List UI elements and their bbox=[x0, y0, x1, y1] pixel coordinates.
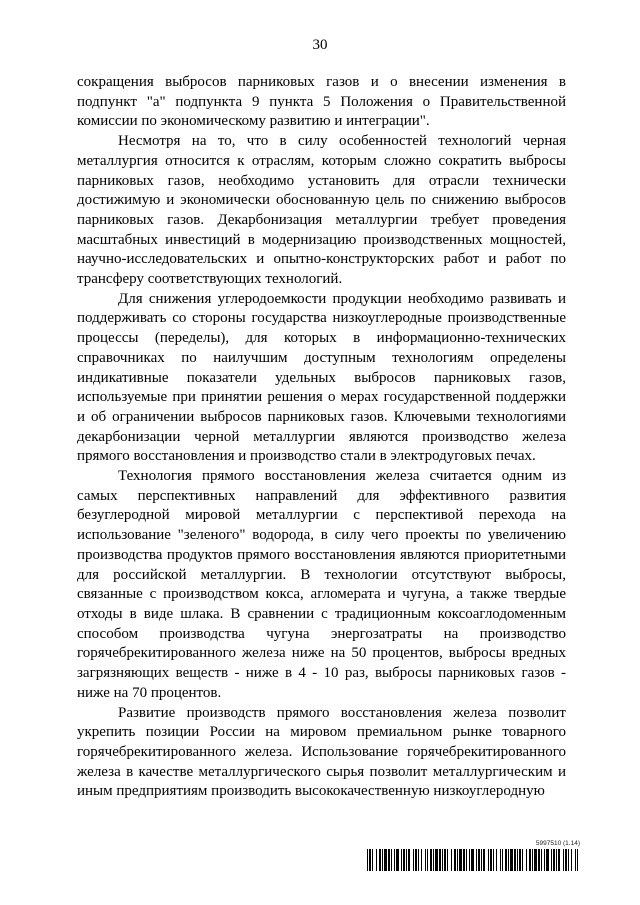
barcode-image bbox=[367, 849, 580, 871]
paragraph-1: сокращения выбросов парниковых газов и о внесении изменения в подпункт "а" подпункта 9 пункта 5 Положения о Правительственной комиссии по экономическому развитию и интеграции". bbox=[77, 74, 566, 130]
paragraph-3: Для снижения углеродоемкости продукции необходимо развивать и поддерживать со стороны государства низкоуглеродные производственные процессы (переделы), для которых в информационно-технических справочниках по наилучшим доступным технологиям определены индикативные показатели удельных выбросов парниковых газов, используемые при принятии решения о мерах государственной поддержки и об ограничении выбросов парниковых газов. Ключевыми технологиями декарбонизации черной металлургии являются производство железа прямого восстановления и производство стали в электродуговых печах. bbox=[77, 290, 566, 465]
document-body bbox=[77, 73, 566, 802]
paragraph-2: Несмотря на то, что в силу особенностей технологий черная металлургия относится к отраслям, которым сложно сократить выбросы парниковых газов, необходимо установить для отрасли технически достижимую и экономически обоснованную цель по снижению выбросов парниковых газов. Декарбонизация металлургии требует проведения масштабных инвестиций в модернизацию производственных мощностей, научно-исследовательских и опытно-конструкторских работ и работ по трансферу соответствующих технологий. bbox=[77, 133, 566, 288]
page-number: 30 bbox=[312, 37, 328, 53]
barcode-caption: 5997510 (1.14) bbox=[535, 840, 580, 847]
paragraph-5: Развитие производств прямого восстановления железа позволит укрепить позиции России на мировом премиальном рынке товарного горячебрекитированного железа. Использование горячебрекитированного железа в качестве металлургического сырья позволит металлургическим и иным предприятиям производить высококачественную низкоуглеродную bbox=[77, 704, 566, 800]
paragraph-4: Технология прямого восстановления железа считается одним из самых перспективных направлений для эффективного развития безуглеродной мировой металлургии с перспективой перехода на использование "зеленого" водорода, в силу чего проекты по увеличению производства продуктов прямого восстановления являются приоритетными для российской металлургии. В технологии отсутствуют выбросы, связанные с производством кокса, агломерата и чугуна, а также твердые отходы в виде шлака. В сравнении с традиционным коксоаглодоменным способом производства чугуна энергозатраты на производство горячебрекитированного железа ниже на 50 процентов, выбросы вредных загрязняющих веществ - ниже в 4 - 10 раз, выбросы парниковых газов - ниже на 70 процентов. bbox=[77, 468, 566, 701]
